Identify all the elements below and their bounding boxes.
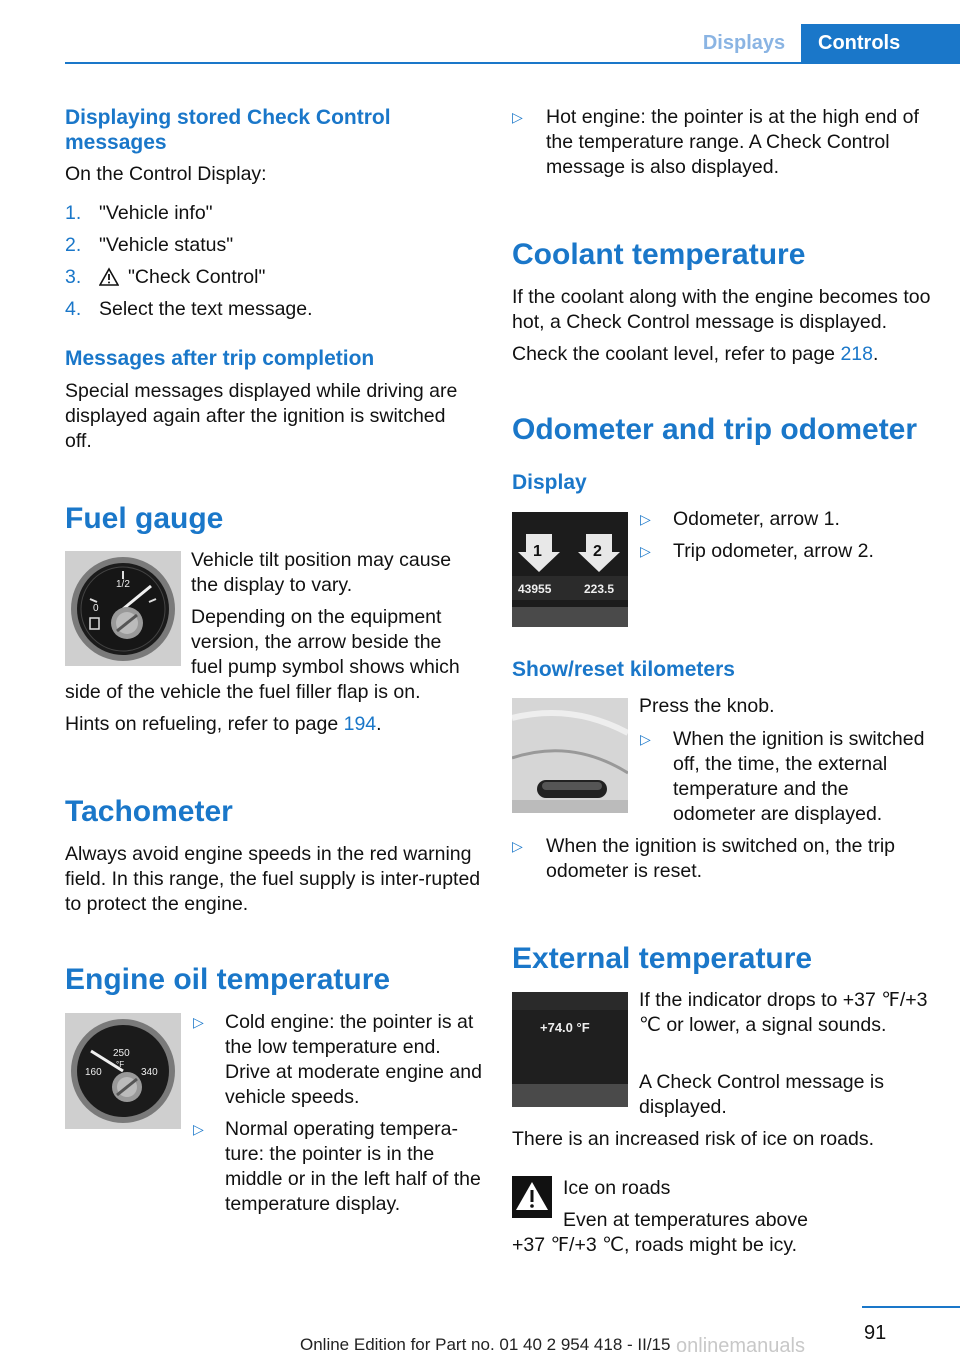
fuel-gauge-image <box>65 551 181 666</box>
step-number: 4. <box>65 298 82 320</box>
tab-controls[interactable]: Controls <box>801 24 960 62</box>
reset-press-knob: Press the knob. <box>639 695 775 717</box>
external-temp-heading: External temperature <box>512 942 813 975</box>
trip-odometer-item: Trip odometer, arrow 2. <box>673 540 874 562</box>
reset-ignition-on-item: When the ignition is switched on, the trip odometer is reset. <box>546 835 896 882</box>
trip-completion-body: Special messages displayed while driving are displayed again after the ignition is switched off. <box>65 380 458 452</box>
gauge-half-label: 1/2 <box>116 579 130 590</box>
fuel-gauge-heading: Fuel gauge <box>65 502 224 535</box>
coolant-body: If the coolant along with the engine becomes too hot, a Check Control message is displayed. <box>512 286 931 333</box>
bullet-triangle-icon: ▷ <box>193 1121 204 1137</box>
trip-value: 223.5 <box>584 582 615 596</box>
stored-messages-heading: Displaying stored Check Control messages <box>65 106 391 154</box>
reset-ignition-off-item: When the ignition is switched off, the time, the external temperature and the odometer are displayed. <box>673 728 925 825</box>
warning-triangle-icon <box>99 267 119 287</box>
coolant-level-text: Check the coolant level, refer to page <box>512 343 841 365</box>
step-number: 2. <box>65 234 82 256</box>
bullet-triangle-icon: ▷ <box>640 543 651 559</box>
oil-temp-gauge-image <box>65 1013 181 1129</box>
warning-body-line2: +37 ℉/+3 ℃, roads might be icy. <box>512 1234 798 1256</box>
external-temp-value: +74.0 °F <box>540 1020 590 1035</box>
coolant-level-note: Check the coolant level, refer to page 218. <box>512 343 879 365</box>
refuel-hint-text: Hints on refueling, refer to page <box>65 713 344 735</box>
gauge-high-label: 340 <box>141 1067 158 1078</box>
step-text: "Vehicle info" <box>99 202 213 224</box>
fuel-equipment-note: Depending on the equipment version, the arrow beside the fuel pump symbol shows which <box>191 606 460 678</box>
warning-body-line1: Even at temperatures above <box>563 1209 808 1231</box>
bullet-triangle-icon: ▷ <box>640 731 651 747</box>
reset-heading: Show/reset kilometers <box>512 658 735 681</box>
edition-note: Online Edition for Part no. 01 40 2 954 418 - II/15 <box>300 1335 671 1354</box>
external-temp-image <box>512 992 628 1107</box>
reset-knob-image <box>512 698 628 813</box>
oil-normal-item: Normal operating tempera‐ture: the pointer is in the middle or in the left half of the temperature display. <box>225 1118 481 1215</box>
refuel-hint: Hints on refueling, refer to page 194. <box>65 713 382 735</box>
bullet-triangle-icon: ▷ <box>512 838 523 854</box>
gauge-low-label: 160 <box>85 1067 102 1078</box>
trip-completion-heading: Messages after trip completion <box>65 347 375 370</box>
step-number: 3. <box>65 266 82 288</box>
odometer-item: Odometer, arrow 1. <box>673 508 840 530</box>
oil-hot-item: Hot engine: the pointer is at the high end of the temperature range. A Check Control message is also displayed. <box>546 106 919 178</box>
bullet-triangle-icon: ▷ <box>193 1014 204 1030</box>
gauge-zero-label: 0 <box>93 603 99 614</box>
tachometer-heading: Tachometer <box>65 795 233 828</box>
step-text: "Vehicle status" <box>99 234 234 256</box>
page-number-rule <box>862 1306 960 1308</box>
fuel-tilt-note: Vehicle tilt position may cause the display to vary. <box>191 549 452 596</box>
warning-title: Ice on roads <box>563 1177 671 1199</box>
external-temp-signal-note: If the indicator drops to +37 ℉/+3 ℃ or lower, a signal sounds. <box>639 989 928 1036</box>
oil-temp-heading: Engine oil temperature <box>65 963 391 996</box>
tachometer-body: Always avoid engine speeds in the red warning field. In this range, the fuel supply is inter‐rupted to protect the engine. <box>65 843 481 915</box>
step-number: 1. <box>65 202 82 224</box>
step-text: "Check Control" <box>128 266 266 288</box>
watermark: onlinemanuals <box>676 1335 805 1357</box>
odometer-heading: Odometer and trip odometer <box>512 413 918 446</box>
tab-displays[interactable]: Displays <box>702 32 786 54</box>
page-number: 91 <box>864 1322 887 1344</box>
arrow-2-label: 2 <box>593 543 602 560</box>
refuel-page-link[interactable]: 194 <box>343 713 377 735</box>
coolant-page-link[interactable]: 218 <box>840 343 873 365</box>
external-temp-message-note: A Check Control message is displayed. <box>639 1071 884 1118</box>
gauge-mid-label: 250 <box>113 1048 130 1059</box>
warning-icon <box>512 1176 552 1218</box>
bullet-triangle-icon: ▷ <box>640 511 651 527</box>
gauge-unit-label: °F <box>116 1060 125 1069</box>
ice-risk-note: There is an increased risk of ice on roads. <box>512 1128 875 1150</box>
fuel-flap-note: side of the vehicle the fuel filler flap is on. <box>65 681 421 703</box>
arrow-1-label: 1 <box>533 543 542 560</box>
bullet-triangle-icon: ▷ <box>512 109 523 125</box>
display-subheading: Display <box>512 471 587 494</box>
step-text: Select the text message. <box>99 298 313 320</box>
oil-cold-item: Cold engine: the pointer is at the low temperature end. Drive at moderate engine and vehicle speeds. <box>225 1011 482 1108</box>
odometer-image <box>512 512 628 627</box>
coolant-heading: Coolant temperature <box>512 238 806 271</box>
odometer-value: 43955 <box>518 582 552 596</box>
page-header <box>65 24 960 64</box>
stored-intro: On the Control Display: <box>65 163 267 185</box>
